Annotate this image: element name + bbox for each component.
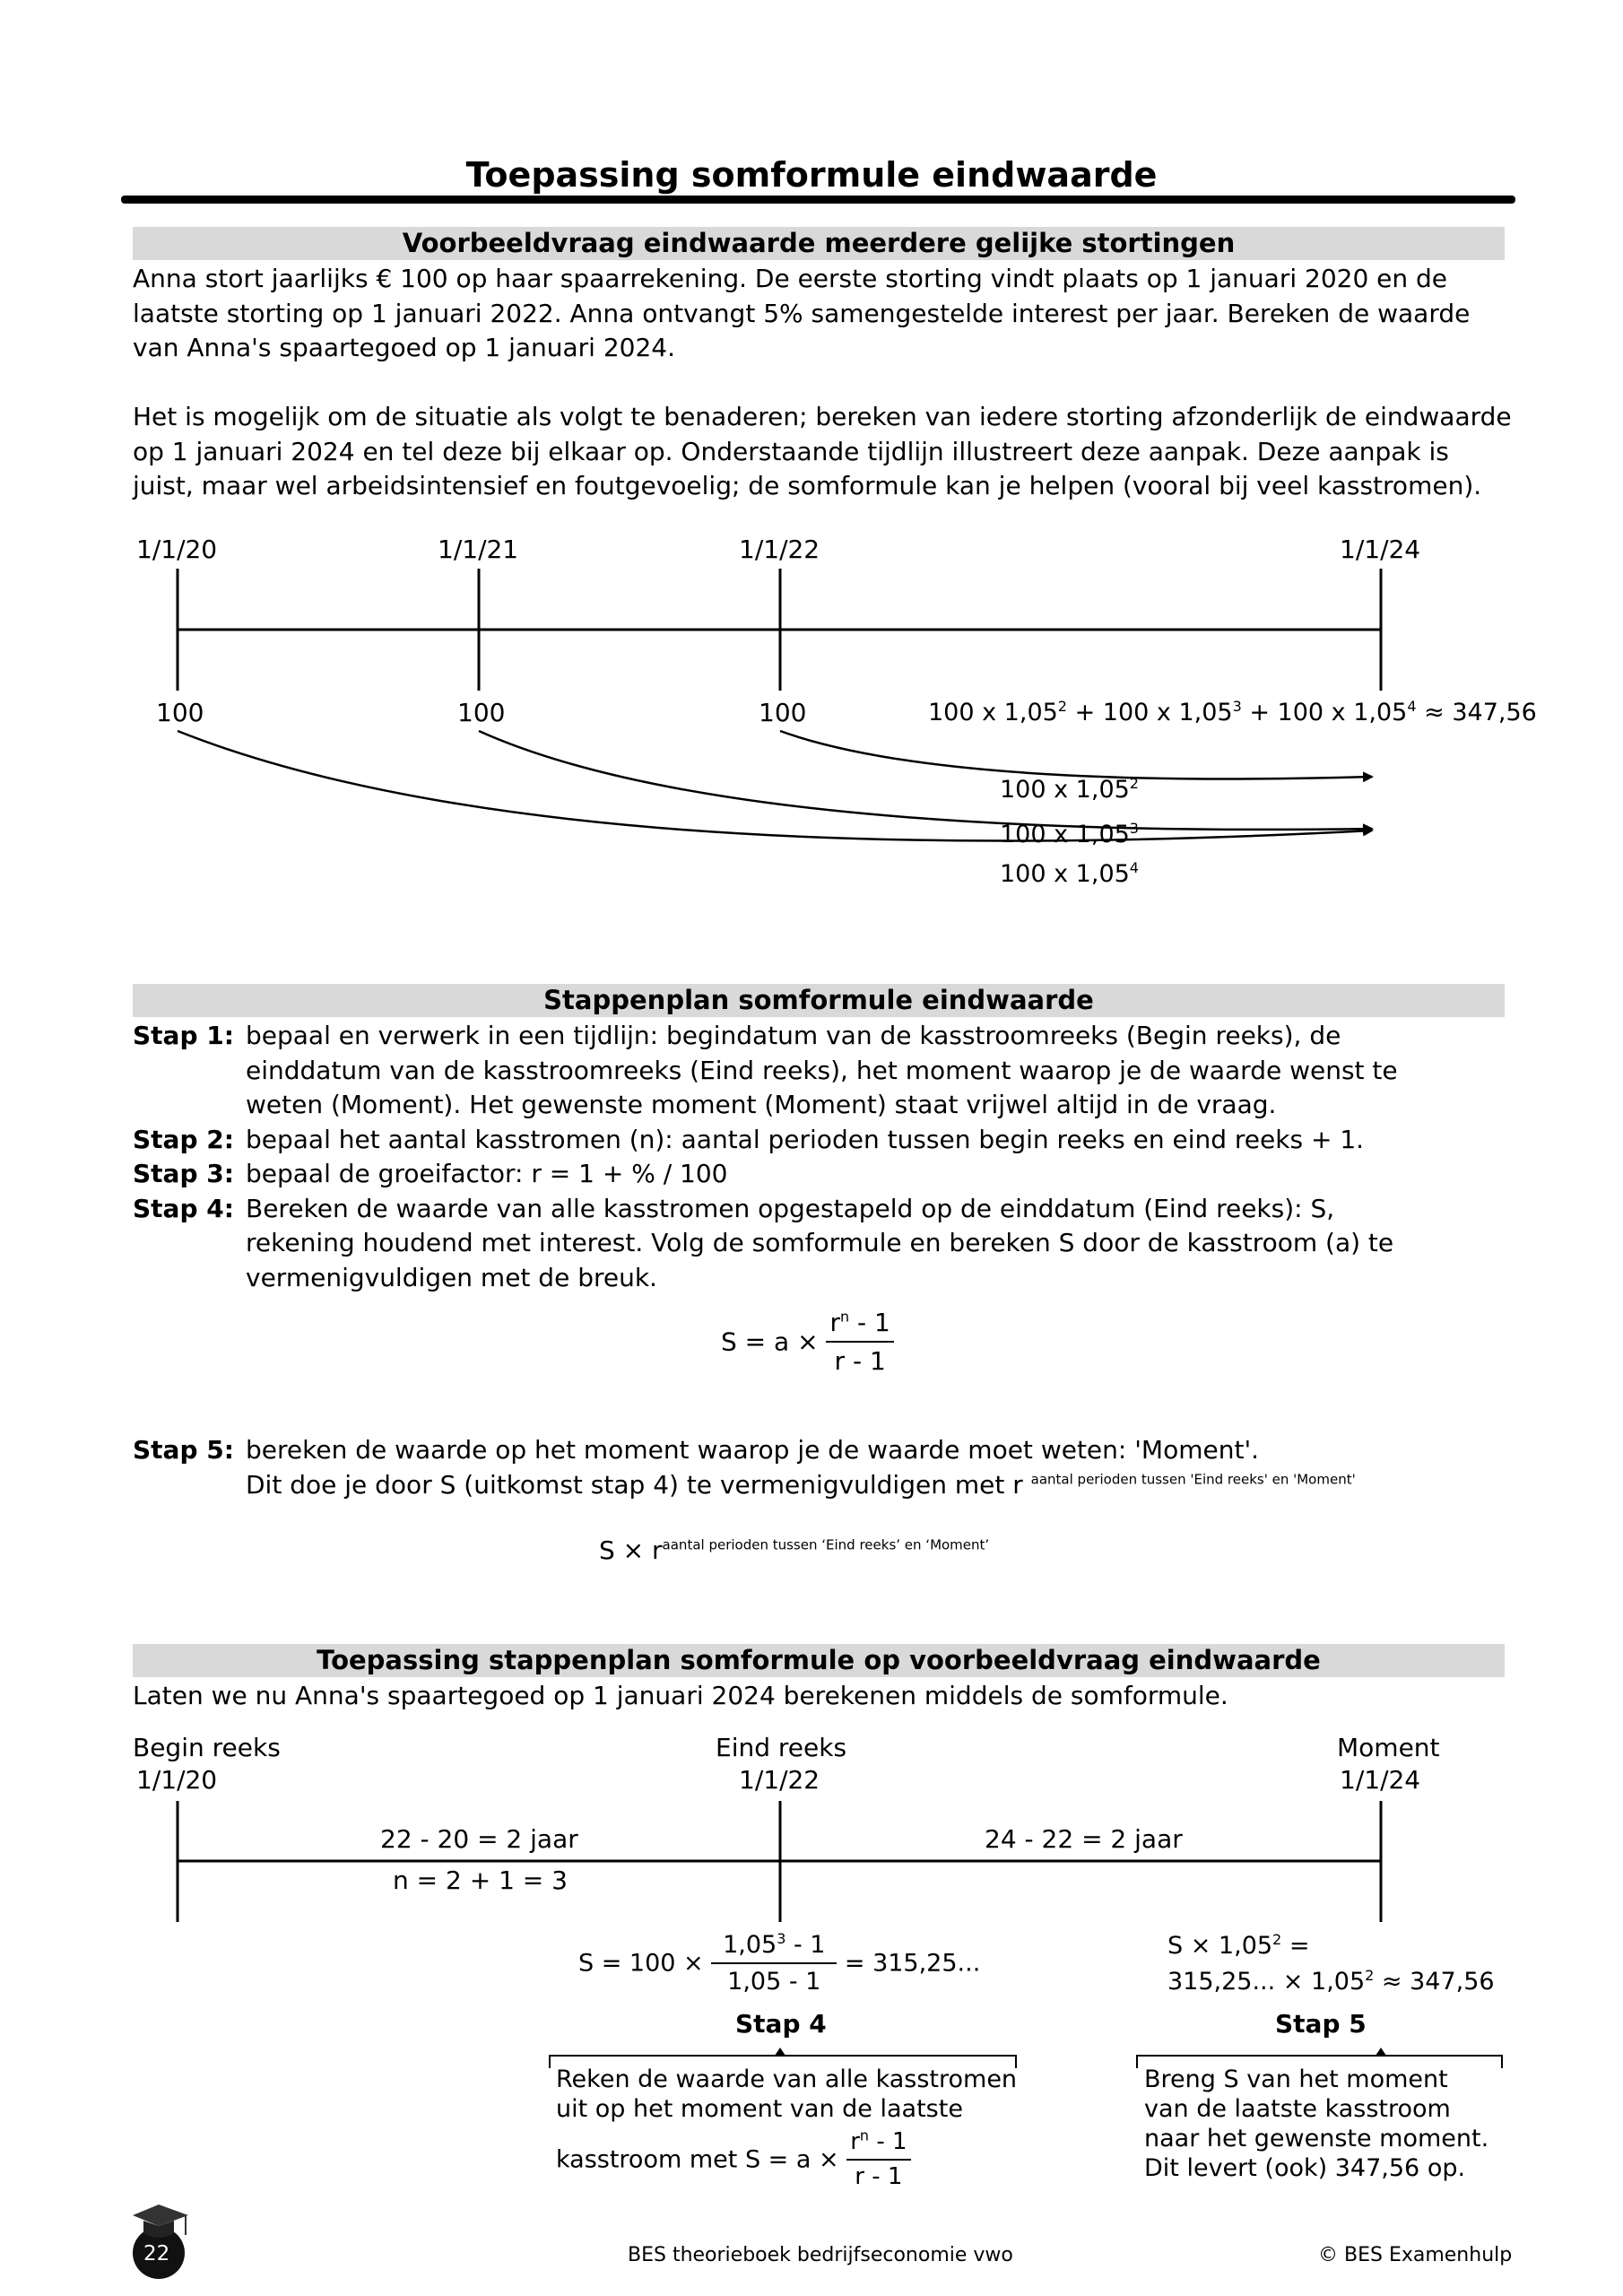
page-number: 22 xyxy=(143,2242,170,2266)
section-heading-application: Toepassing stappenplan somformule op voorbeeldvraag eindwaarde xyxy=(133,1644,1505,1677)
step5-explanation: Breng S van het moment van de laatste kasstroom naar het gewenste moment. Dit levert (ook) 347,56 op. xyxy=(1144,2066,1489,2182)
step-label: Stap 4: xyxy=(133,1193,234,1223)
fraction: $\frac{1,05^3 - 1}{1,05 - 1}$ xyxy=(711,1931,837,1996)
paragraph-line: juist, maar wel arbeidsintensief en foutgevoelig; de somformule kan je helpen (vooral bij veel kasstromen). xyxy=(133,471,1482,500)
step-4: Stap 4: Bereken de waarde van alle kasstromen opgestapeld op de einddatum (Eind reeks): S, rekening houdend met interest. Volg de somformule en bereken S door de kasstroom (a) te vermenigvuldigen met de breuk. xyxy=(133,1193,1394,1292)
step-2: Stap 2: bepaal het aantal kasstromen (n): aantal perioden tussen begin reeks en eind reeks + 1. xyxy=(133,1123,1532,1158)
n-count-label: n = 2 + 1 = 3 xyxy=(393,1866,568,1895)
stap5-label: Stap 5 xyxy=(1275,2009,1367,2039)
step-label: Stap 5: xyxy=(133,1435,234,1465)
footer-copyright: © BES Examenhulp xyxy=(1318,2244,1513,2266)
step4-explanation: Reken de waarde van alle kasstromen uit op het moment van de laatste kasstroom met S = a × $\frac{r^n - 1}{r - 1}$ xyxy=(556,2066,1018,2190)
timeline-label: Moment xyxy=(1337,1733,1440,1762)
paragraph-line: van Anna's spaartegoed op 1 januari 2024. xyxy=(133,333,676,362)
period-label: 24 - 22 = 2 jaar xyxy=(985,1824,1183,1854)
sum-formula: S = a × $\frac{r^n - 1}{r - 1}$ xyxy=(721,1308,894,1376)
paragraph-line: Het is mogelijk om de situatie als volgt te benaderen; bereken van iedere storting afzonderlijk de eindwaarde xyxy=(133,402,1512,431)
arrow-label: 100 x 1,05$^3$ xyxy=(1000,820,1139,848)
step-1: Stap 1: bepaal en verwerk in een tijdlijn: begindatum van de kasstroomreeks (Begin reeks), de einddatum van de kasstroomreeks (Eind reeks), het moment waarop je de waarde wenst te weten (Moment). Het gewenste moment (Moment) staat vrijwel altijd in de vraag. xyxy=(133,1021,1398,1119)
step-label: Stap 2: xyxy=(133,1124,234,1154)
timeline-label: Begin reeks xyxy=(133,1733,281,1762)
timeline-date: 1/1/22 xyxy=(739,535,820,564)
timeline-date: 1/1/22 xyxy=(739,1765,820,1795)
fraction: $\frac{r^n - 1}{r - 1}$ xyxy=(826,1308,893,1376)
sum-expression: 100 x $1,05^2 + 100$ x $1,05^3 + 100$ x $1,05^4 \approx 347,56$ xyxy=(928,698,1537,726)
moment-formula: $S \times r^{aantal perioden tussen ‘Eind reeks’ en ‘Moment’}$ xyxy=(599,1535,990,1565)
stap4-label: Stap 4 xyxy=(735,2009,827,2039)
step4-calculation: S = 100 × $\frac{1,05^3 - 1}{1,05 - 1}$ = 315,25... xyxy=(578,1930,981,1996)
timeline-date: 1/1/20 xyxy=(136,535,218,564)
paragraph-line: Anna stort jaarlijks € 100 op haar spaarrekening. De eerste storting vindt plaats op 1 januari 2020 en de xyxy=(133,264,1448,293)
timeline-date: 1/1/21 xyxy=(438,535,519,564)
deposit-amount: 100 xyxy=(156,698,204,727)
step-label: Stap 1: xyxy=(133,1021,234,1050)
paragraph-line: laatste storting op 1 januari 2022. Anna ontvangt 5% samengestelde interest per jaar. Bereken de waarde xyxy=(133,298,1471,328)
fraction: $\frac{r^n - 1}{r - 1}$ xyxy=(846,2127,910,2192)
timeline-date: 1/1/20 xyxy=(136,1765,218,1795)
section-heading-steps: Stappenplan somformule eindwaarde xyxy=(133,984,1505,1017)
footer-book-title: BES theorieboek bedrijfseconomie vwo xyxy=(628,2244,1013,2266)
step-3: Stap 3: bepaal de groeifactor: r = 1 + % / 100 xyxy=(133,1157,1532,1192)
timeline-date: 1/1/24 xyxy=(1340,1765,1421,1795)
step5-calculation: $S \times 1,05^2$ = 315,25... × $1,05^2 \approx 347,56$ xyxy=(1167,1931,1495,1996)
deposit-amount: 100 xyxy=(457,698,506,727)
page-title: Toepassing somformule eindwaarde xyxy=(465,155,1158,195)
application-intro: Laten we nu Anna's spaartegoed op 1 januari 2024 berekenen middels de somformule. xyxy=(133,1681,1228,1710)
step-5: Stap 5: bereken de waarde op het moment waarop je de waarde moet weten: 'Moment'. Dit doe je door S (uitkomst stap 4) te vermenigvuldigen met r $^{aantal perioden tussen 'Eind reeks' en 'Moment'}$ xyxy=(133,1435,1356,1500)
timeline-label: Eind reeks xyxy=(716,1733,847,1762)
period-label: 22 - 20 = 2 jaar xyxy=(380,1824,578,1854)
section-heading-example: Voorbeeldvraag eindwaarde meerdere gelijke stortingen xyxy=(133,227,1505,260)
deposit-amount: 100 xyxy=(759,698,807,727)
timeline-date: 1/1/24 xyxy=(1340,535,1421,564)
step-label: Stap 3: xyxy=(133,1159,234,1188)
arrow-label: 100 x 1,05$^2$ xyxy=(1000,775,1139,804)
paragraph-line: op 1 januari 2024 en tel deze bij elkaar op. Onderstaande tijdlijn illustreert deze aanpak. Deze aanpak is xyxy=(133,436,1449,466)
arrow-label: 100 x 1,05$^4$ xyxy=(1000,859,1139,888)
